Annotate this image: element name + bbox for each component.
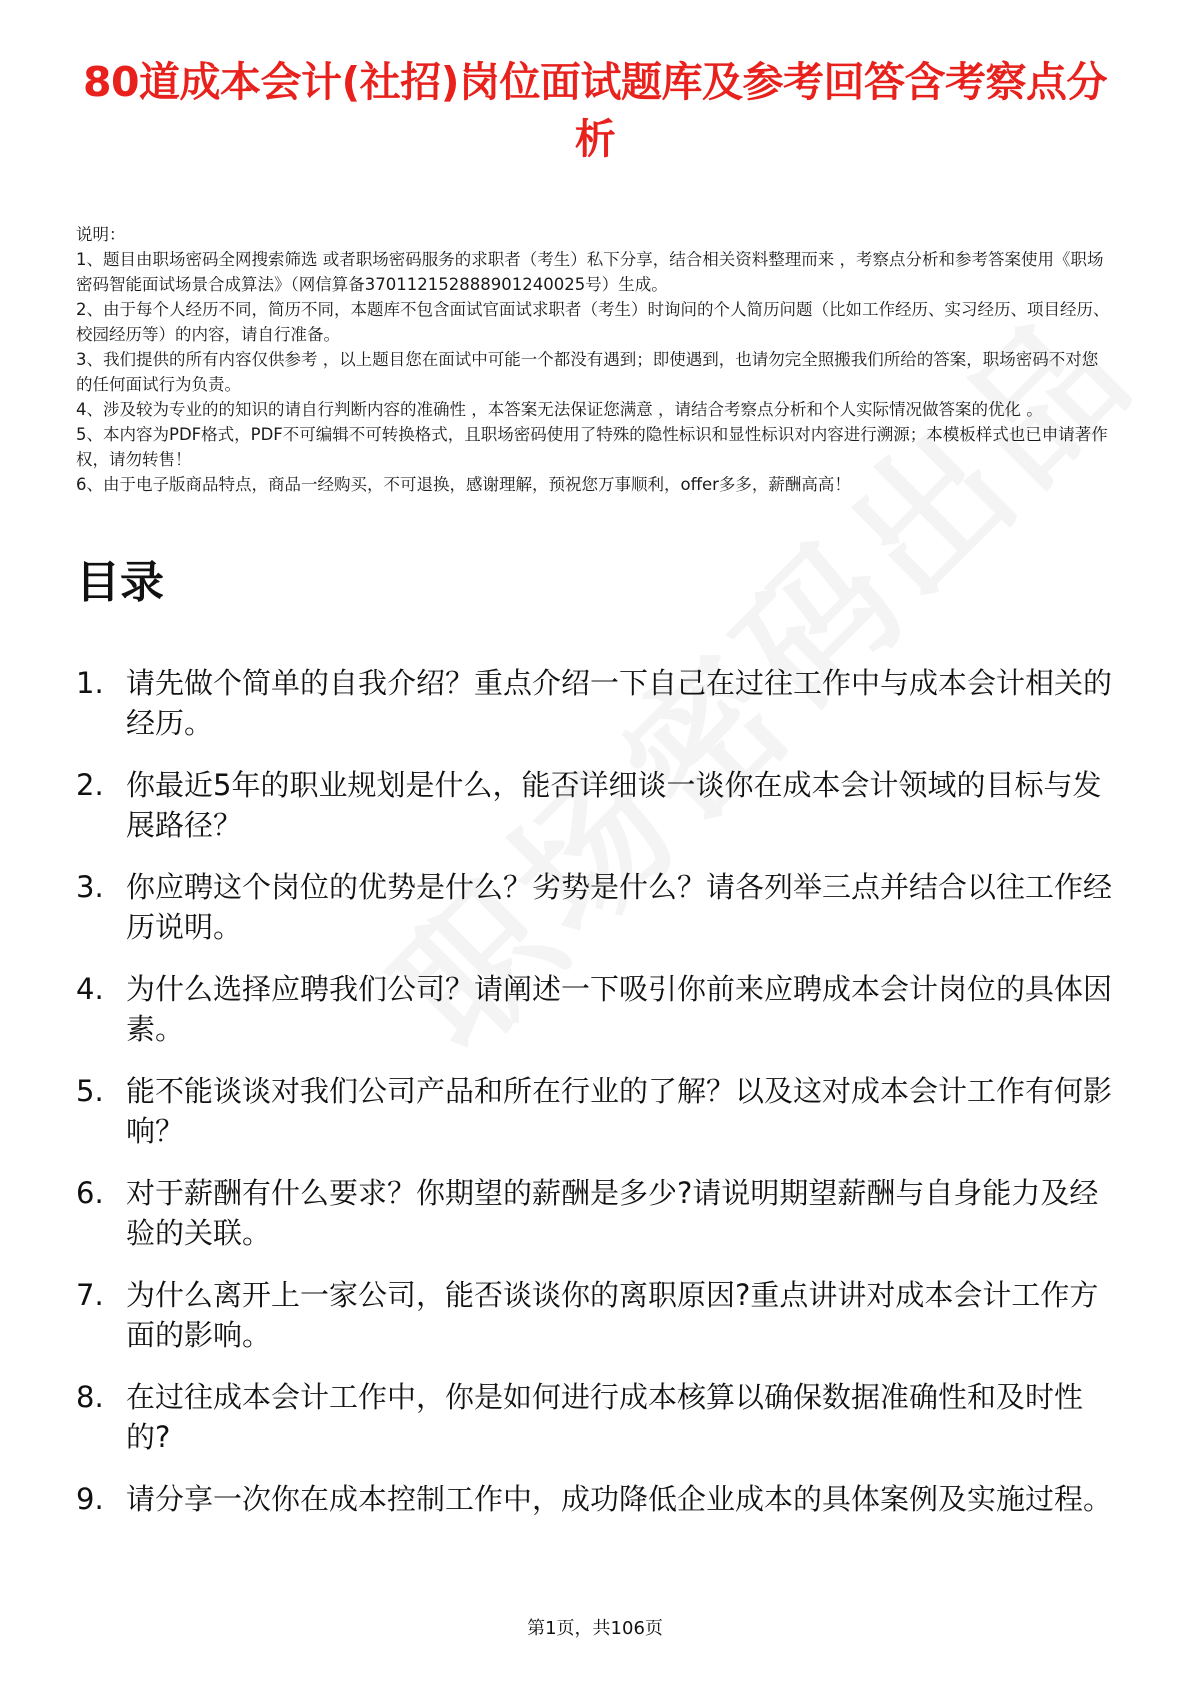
notes-section [76, 222, 1114, 497]
toc-item-number: 7. [76, 1278, 104, 1312]
toc-list [76, 663, 1114, 1519]
note-item-1: 1、题目由职场密码全网搜索筛选 或者职场密码服务的求职者（考生）私下分享，结合相关资料整理而来 ，考察点分析和参考答案使用《职场密码智能面试场景合成算法》（网信算备370112152888901240025号）生成。 [76, 250, 1104, 294]
toc-item-number: 4. [76, 972, 104, 1006]
notes-label: 说明： [76, 225, 126, 244]
note-item-5: 5、本内容为PDF格式，PDF不可编辑不可转换格式，且职场密码使用了特殊的隐性标识和显性标识对内容进行溯源；本模板样式也已申请著作权，请勿转售！ [76, 425, 1108, 469]
toc-item-text: 你应聘这个岗位的优势是什么？劣势是什么？请各列举三点并结合以往工作经历说明。 [126, 870, 1113, 944]
toc-item-number: 5. [76, 1074, 104, 1108]
toc-item[interactable] [76, 867, 1114, 947]
page-title: 80道成本会计(社招)岗位面试题库及参考回答含考察点分析 [82, 58, 1108, 163]
toc-item-number: 9. [76, 1482, 104, 1516]
toc-item-text: 能不能谈谈对我们公司产品和所在行业的了解？以及这对成本会计工作有何影响？ [126, 1074, 1113, 1148]
toc-item-number: 6. [76, 1176, 104, 1210]
toc-item-number: 2. [76, 768, 104, 802]
note-item-4: 4、涉及较为专业的的知识的请自行判断内容的准确性 ，本答案无法保证您满意 ，请结合考察点分析和个人实际情况做答案的优化 。 [76, 400, 1043, 419]
toc-item[interactable] [76, 1479, 1114, 1519]
toc-item-text: 你最近5年的职业规划是什么，能否详细谈一谈你在成本会计领域的目标与发展路径？ [126, 768, 1102, 842]
toc-item-text: 对于薪酬有什么要求？你期望的薪酬是多少?请说明期望薪酬与自身能力及经验的关联。 [126, 1176, 1099, 1250]
toc-item-text: 请分享一次你在成本控制工作中，成功降低企业成本的具体案例及实施过程。 [126, 1482, 1113, 1516]
toc-item[interactable] [76, 1071, 1114, 1151]
toc-item-number: 3. [76, 870, 104, 904]
note-item-6: 6、由于电子版商品特点，商品一经购买，不可退换，感谢理解，预祝您万事顺利，offer多多，薪酬高高！ [76, 475, 851, 494]
toc-item[interactable] [76, 765, 1114, 845]
toc-item-number: 1. [76, 666, 104, 700]
page-footer: 第1页，共106页 [527, 1618, 663, 1639]
toc-item-text: 请先做个简单的自我介绍？重点介绍一下自己在过往工作中与成本会计相关的经历。 [126, 666, 1113, 740]
toc-item[interactable] [76, 1377, 1114, 1457]
toc-item[interactable] [76, 1173, 1114, 1253]
toc-item[interactable] [76, 1275, 1114, 1355]
toc-item-text: 为什么选择应聘我们公司？请阐述一下吸引你前来应聘成本会计岗位的具体因素。 [126, 972, 1113, 1046]
note-item-2: 2、由于每个人经历不同，简历不同，本题库不包含面试官面试求职者（考生）时询问的个人简历问题（比如工作经历、实习经历、项目经历、校园经历等）的内容，请自行准备。 [76, 300, 1110, 344]
toc-item-text: 为什么离开上一家公司，能否谈谈你的离职原因?重点讲讲对成本会计工作方面的影响。 [126, 1278, 1099, 1352]
toc-item[interactable] [76, 663, 1114, 743]
toc-item-number: 8. [76, 1380, 104, 1414]
note-item-3: 3、我们提供的所有内容仅供参考 ，以上题目您在面试中可能一个都没有遇到；即使遇到，也请勿完全照搬我们所给的答案，职场密码不对您的任何面试行为负责。 [76, 350, 1099, 394]
toc-item[interactable] [76, 969, 1114, 1049]
toc-heading: 目录 [76, 557, 164, 608]
toc-item-text: 在过往成本会计工作中，你是如何进行成本核算以确保数据准确性和及时性的? [126, 1380, 1084, 1454]
